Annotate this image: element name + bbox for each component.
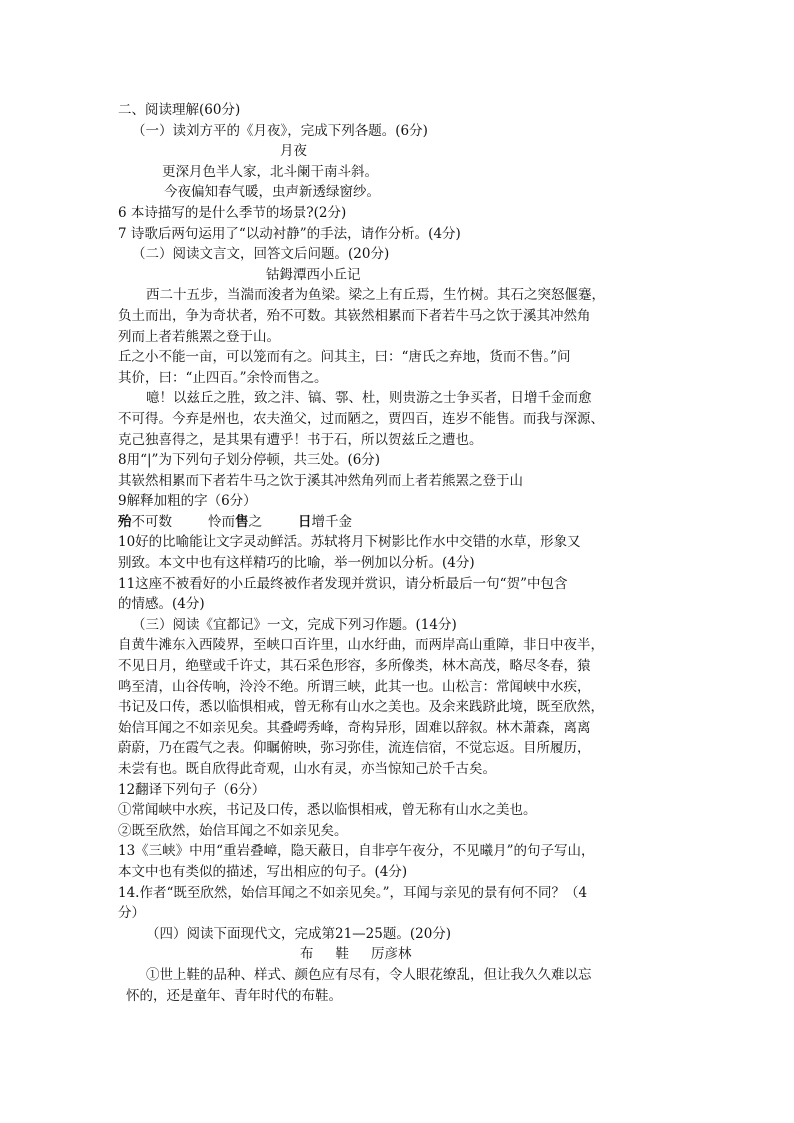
text-line: ①世上鞋的品种、样式、颜色应有尽有，令人眼花缭乱，但让我久久难以忘 (146, 966, 592, 983)
text-line: 不可得。今弃是州也，农夫渔父，过而陋之，贾四百，连岁不能售。而我与深源、 (118, 410, 604, 427)
item-text: 增千金 (311, 513, 352, 530)
text-line: 丘之小不能一亩，可以笼而有之。问其主，曰：“唐氏之弃地，货而不售。”问 (118, 349, 571, 366)
poem-line: 今夜偏知春气暖，虫声新透绿窗纱。 (164, 184, 380, 201)
text-line: 始信耳闻之不如亲见矣。其叠崿秀峰，奇构异形，固难以辞叙。林木萧森，离离 (118, 719, 591, 736)
question-8: 8用“|”为下列句子划分停顿，共三处。(6分) (118, 452, 381, 469)
bold-char: 日 (298, 513, 312, 530)
text-line: 书记及口传，悉以临惧相戒，曾无称有山水之美也。及余来践跻此境，既至欣然， (118, 699, 604, 716)
bold-char: 殆 (118, 513, 132, 530)
question-10-cont: 别致。本文中也有这样精巧的比喻，举一例加以分析。(4分) (118, 555, 475, 572)
text-line: 未尝有也。既自欣得此奇观，山水有灵，亦当惊知己於千古矣。 (118, 761, 496, 777)
question-9: 9解释加粗的字（6分） (118, 493, 257, 510)
modern-text-title (118, 944, 678, 965)
question-8-sentence: 其嵚然相累而下者若牛马之饮于溪其冲然角列而上者若熊罴之登于山 (118, 472, 523, 489)
bold-char: 售 (235, 513, 249, 530)
text-line: 其价，曰：“止四百。”余怜而售之。 (118, 369, 328, 386)
question-12-item: ①常闻峡中水疾，书记及口传，悉以临惧相戒，曾无称有山水之美也。 (118, 802, 537, 819)
title-char: 鞋 (335, 946, 349, 963)
question-12-item: ②既至欣然，始信耳闻之不如亲见矣。 (118, 822, 348, 839)
question-14: 14.作者“既至欣然，始信耳闻之不如亲见矣。”，耳闻与亲见的景有何不同？（4 (118, 884, 588, 901)
text-line: 鸣至清，山谷传响，泠泠不绝。所谓三峡，此其一也。山松言：常闻峡中水疾， (118, 678, 591, 695)
text-line: 西二十五步，当湍而浚者为鱼梁。梁之上有丘焉，生竹树。其石之突怒偃蹇， (146, 287, 605, 304)
question-10: 10好的比喻能让文字灵动鲜活。苏轼将月下树影比作水中交错的水草，形象又 (118, 534, 581, 551)
poem-title: 月夜 (280, 143, 307, 160)
section-title: 二、阅读理解(60分) (118, 102, 241, 118)
title-char: 布 (300, 946, 314, 963)
text-line: 负土而出，争为奇状者，殆不可数。其嵚然相累而下者若牛马之饮于溪其冲然角 (118, 307, 591, 324)
question-7: 7 诗歌后两句运用了“以动衬静”的手法，请作分析。(4分) (118, 225, 461, 242)
text-line: 不见日月，绝壁或千许丈，其石采色形容，多所像类，林木高茂，略尽冬春，猿 (118, 658, 591, 675)
question-11-cont: 的情感。(4分) (118, 596, 205, 613)
text-line: 自黄牛滩东入西陵界，至峡口百许里，山水纡曲，而两岸高山重障，非日中夜半， (118, 637, 604, 654)
text-line: 克己独喜得之，是其果有遭乎！书于石，所以贺兹丘之遭也。 (118, 431, 483, 448)
part4-heading: （四）阅读下面现代文，完成第21—25题。(20分) (146, 925, 452, 942)
text-line: 怀的，还是童年、青年时代的布鞋。 (126, 987, 342, 1004)
item-text: 之 (248, 513, 262, 530)
question-6: 6 本诗描写的是什么季节的场景?(2分) (118, 204, 347, 221)
author: 厉彦林 (371, 946, 412, 963)
text-line: 蔚蔚，乃在霞气之表。仰瞩俯映，弥习弥佳，流连信宿，不觉忘返。目所履历， (118, 740, 591, 757)
part2-heading: （二）阅读文言文，回答文后问题。(20分) (132, 246, 390, 263)
document-body (118, 100, 678, 1006)
item-text: 怜而 (208, 513, 235, 530)
text-line: 列而上者若熊罴之登于山。 (118, 328, 280, 345)
question-13-cont: 本文中也有类似的描述，写出相应的句子。(4分) (118, 863, 408, 880)
question-14-cont: 分） (118, 905, 145, 922)
part3-heading: （三）阅读《宜都记》一文，完成下列习作题。(14分) (132, 616, 457, 633)
question-13: 13《三峡》中用“重岩叠嶂，隐天蔽日，自非亭午夜分，不见曦月”的句子写山， (118, 843, 595, 860)
question-11: 11这座不被看好的小丘最终被作者发现并赏识，请分析最后一句“贺”中包含 (118, 575, 568, 592)
part1-heading: （一）读刘方平的《月夜》，完成下列各题。(6分) (132, 122, 428, 139)
question-9-items (118, 512, 678, 533)
classical-text-title: 钴鉧潭西小丘记 (266, 266, 361, 283)
poem-line: 更深月色半人家，北斗阑干南斗斜。 (162, 163, 378, 180)
item-text: 不可数 (131, 513, 172, 530)
question-12: 12翻译下列句子（6分） (118, 781, 266, 798)
text-line: 噫！以兹丘之胜，致之沣、镐、鄠、杜，则贵游之士争买者，日增千金而愈 (146, 390, 592, 407)
